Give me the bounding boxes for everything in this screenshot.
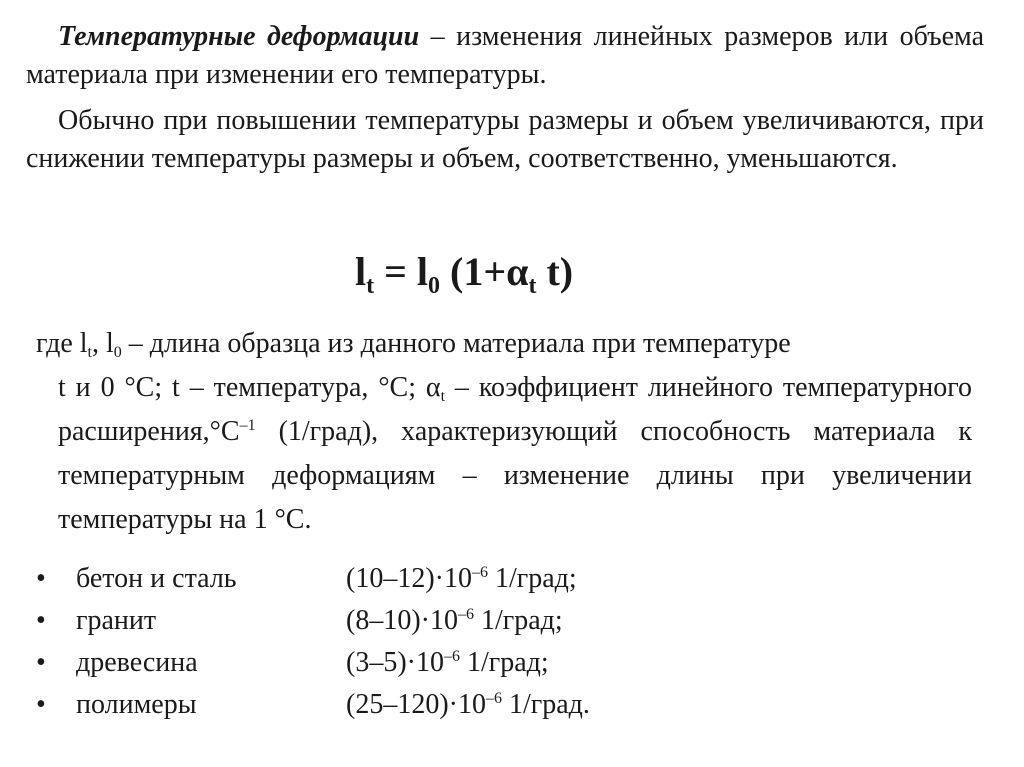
alpha-symbol: α bbox=[506, 249, 529, 294]
list-item bbox=[36, 600, 936, 642]
material-name: древесина bbox=[76, 647, 198, 678]
explanation-paragraph bbox=[26, 102, 984, 178]
definition-paragraph bbox=[26, 18, 984, 94]
material-name: бетон и сталь bbox=[76, 563, 237, 594]
coefficient-value: $(8-10)\cdot 10^{-6}$ 1/град; bbox=[346, 605, 563, 636]
coefficient-list bbox=[36, 558, 936, 726]
bullet-icon: • bbox=[36, 647, 46, 678]
list-item bbox=[36, 642, 936, 684]
explanation-text: Обычно при повышении температуры размеры и объем увеличиваются, при снижении температуры размеры и объем, соответственно, уменьшаются. bbox=[26, 105, 984, 174]
coefficient-value: $(3-5)\cdot 10^{-6}$ 1/град; bbox=[346, 647, 549, 678]
term-heading: Температурные деформации bbox=[58, 21, 420, 52]
coefficient-value: $(25-120)\cdot 10^{-6}$ 1/град. bbox=[346, 689, 590, 720]
coefficient-value: $(10-12)\cdot 10^{-6}$ 1/град; bbox=[346, 563, 577, 594]
bullet-icon: • bbox=[36, 689, 46, 720]
list-item bbox=[36, 558, 936, 600]
term-definition: – изменения линейных размеров или объема материала при изменении его температуры. bbox=[26, 21, 985, 90]
formula-explanation: где $l_t$, $l_0$ – длина образца из данного материала при температуре t и 0 °С; t – температура, °С; $\alpha_t$ – коэффициент линейного температурного $расширения,^\circ С^{-1}$ (1/град), характеризующий способность материала к температурным деформациям – изменение длины при увеличении температуры на 1 °С. bbox=[36, 328, 972, 535]
bullet-icon: • bbox=[36, 605, 46, 636]
list-item bbox=[36, 684, 936, 726]
material-name: полимеры bbox=[76, 689, 197, 720]
material-name: гранит bbox=[76, 605, 157, 636]
formula: $l_t = l_0$ ($1+\alpha_t$ t) bbox=[355, 249, 574, 299]
bullet-icon: • bbox=[36, 563, 46, 594]
